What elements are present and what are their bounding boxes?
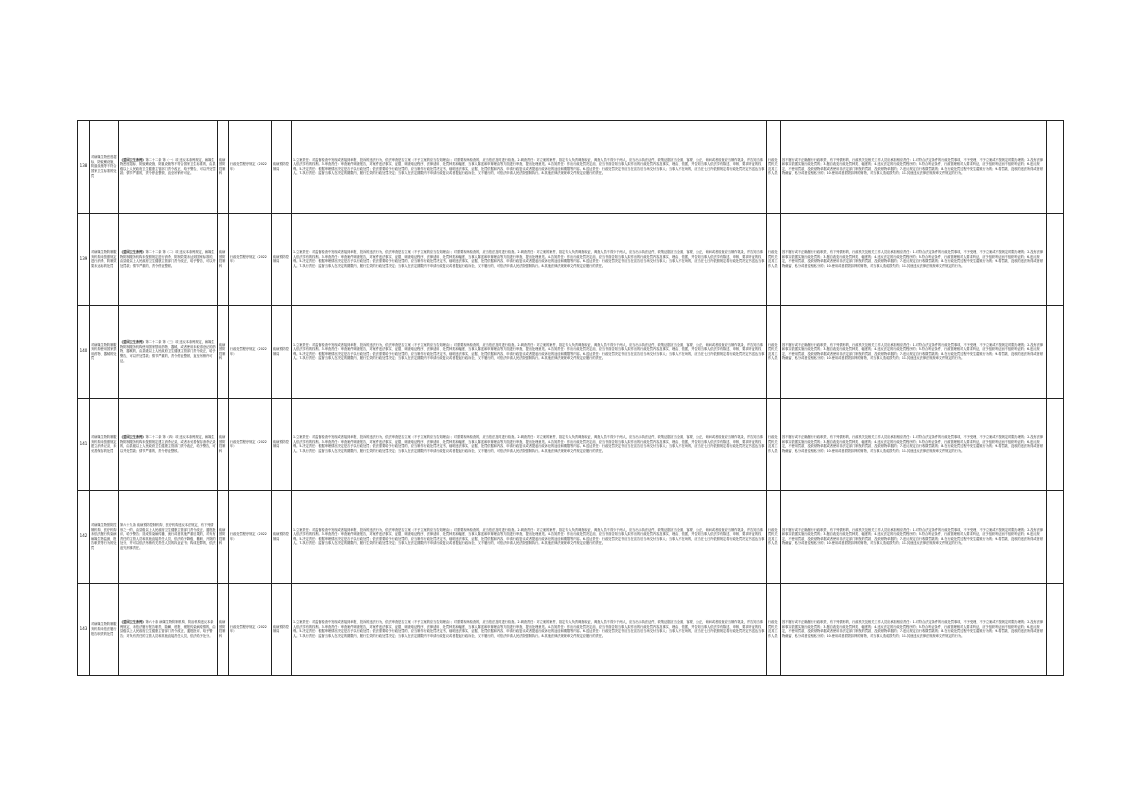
item-name: 对病媒生物密度超标、防蚊蝇设施、防鼠设施等不符合国家卫生标准的处罚 <box>90 121 119 214</box>
basis-text: 第二十二条 第（一）项 违反本条例规定，病媒生物密度超标、防蚊蝇设施、防鼠设施等不符合国家卫生标准的，由县级以上人民政府卫生健康主管部门责令改正，给予警告，可以并处罚款；情节严重的，责令停业整顿，直至吊销许可证。 <box>120 157 216 176</box>
responsibility-items: 1.立案责任：对监督检查中发现或者接到举报、投诉的违法行为，依法审查是否立案（不予立案的应当告知理由）；对需要现场检查的，应当依法及时进行检查。2.调查责任：对立案的案件，指定专人负责调查取证，调查人员不得少于两人，应当出示执法证件，收集证据应当全面、客观、公正，询问或者检查应当制作笔录，并告知当事人依法享有的权利。3.审查责任：审查案件调查报告，对案件违法事实、证据、调查取证程序、法律适用、处罚种类和幅度、当事人陈述和申辩理由等方面进行审查，提出处理意见。4.告知责任：作出行政处罚决定前，应当书面告知当事人拟作出的行政处罚内容及事实、理由、依据，并告知当事人依法享有陈述、申辩、要求听证的权利。5.决定责任：根据审理情况决定是否予以行政处罚；依法需要给予行政处罚的，应当制作行政处罚决定书，载明违法事实、证据、处罚依据和内容、申请行政复议或者提起行政诉讼的途径和期限等内容。6.送达责任：行政处罚决定书应当在宣告后当场交付当事人；当事人不在场的，应当在七日内依照规定将行政处罚决定书送达当事人。7.执行责任：监督当事人在决定的期限内，履行生效的行政处罚决定；当事人在法定期限内不申请行政复议或者提起行政诉讼，又不履行的，可依法申请人民法院强制执行。8.其他法律法规规章文件规定应履行的责任。 <box>292 583 767 676</box>
department: 疾病预防控制科 <box>218 398 229 491</box>
row-number: 142 <box>78 491 90 584</box>
document-ref: 行政处罚程序规定（2022年） <box>229 398 272 491</box>
table-row <box>78 583 1064 676</box>
basis-text: 第六十条 病媒生物防制机构、防治机构违反本条例规定，未依法履行报告职责，隐瞒、谎报、缓报传染病疫情的，由县级以上人民政府卫生健康主管部门责令改正，通报批评，给予警告；对负有责任的主管人员和其他直接责任人员，依法给予处分。 <box>120 620 216 638</box>
table-row <box>78 121 1064 214</box>
department: 疾病预防控制科 <box>218 306 229 399</box>
legal-basis <box>119 306 218 399</box>
basis-text: 第二十二条 第（四）项 违反本条例规定，病媒生物防制服务机构未按照规定建立消杀记录，或者未妥善保存消杀记录的，由县级以上人民政府卫生健康主管部门责令改正，给予警告，可以并处罚款；情节严重的，责令停业整顿。 <box>120 435 216 453</box>
remarks <box>1047 398 1064 491</box>
responsibility-items: 1.立案责任：对监督检查中发现或者接到举报、投诉的违法行为，依法审查是否立案（不予立案的应当告知理由）；对需要现场检查的，应当依法及时进行检查。2.调查责任：对立案的案件，指定专人负责调查取证，调查人员不得少于两人，应当出示执法证件，收集证据应当全面、客观、公正，询问或者检查应当制作笔录，并告知当事人依法享有的权利。3.审查责任：审查案件调查报告，对案件违法事实、证据、调查取证程序、法律适用、处罚种类和幅度、当事人陈述和申辩理由等方面进行审查，提出处理意见。4.告知责任：作出行政处罚决定前，应当书面告知当事人拟作出的行政处罚内容及事实、理由、依据，并告知当事人依法享有陈述、申辩、要求听证的权利。5.决定责任：根据审理情况决定是否予以行政处罚；依法需要给予行政处罚的，应当制作行政处罚决定书，载明违法事实、证据、处罚依据和内容、申请行政复议或者提起行政诉讼的途径和期限等内容。6.送达责任：行政处罚决定书应当在宣告后当场交付当事人；当事人不在场的，应当在七日内依照规定将行政处罚决定书送达当事人。7.执行责任：监督当事人在决定的期限内，履行生效的行政处罚决定；当事人在法定期限内不申请行政复议或者提起行政诉讼，又不履行的，可依法申请人民法院强制执行。8.其他法律法规规章文件规定应履行的责任。 <box>292 306 767 399</box>
document-ref: 行政处罚程序规定（2022年） <box>229 306 272 399</box>
legal-basis <box>119 583 218 676</box>
responsibility-items: 1.立案责任：对监督检查中发现或者接到举报、投诉的违法行为，依法审查是否立案（不予立案的应当告知理由）；对需要现场检查的，应当依法及时进行检查。2.调查责任：对立案的案件，指定专人负责调查取证，调查人员不得少于两人，应当出示执法证件，收集证据应当全面、客观、公正，询问或者检查应当制作笔录，并告知当事人依法享有的权利。3.审查责任：审查案件调查报告，对案件违法事实、证据、调查取证程序、法律适用、处罚种类和幅度、当事人陈述和申辩理由等方面进行审查，提出处理意见。4.告知责任：作出行政处罚决定前，应当书面告知当事人拟作出的行政处罚内容及事实、理由、依据，并告知当事人依法享有陈述、申辩、要求听证的权利。5.决定责任：根据审理情况决定是否予以行政处罚；依法需要给予行政处罚的，应当制作行政处罚决定书，载明违法事实、证据、处罚依据和内容、申请行政复议或者提起行政诉讼的途径和期限等内容。6.送达责任：行政处罚决定书应当在宣告后当场交付当事人；当事人不在场的，应当在七日内依照规定将行政处罚决定书送达当事人。7.执行责任：监督当事人在决定的期限内，履行生效的行政处罚决定；当事人在法定期限内不申请行政复议或者提起行政诉讼，又不履行的，可依法申请人民法院强制执行。8.其他法律法规规章文件规定应履行的责任。 <box>292 213 767 306</box>
row-number: 138 <box>78 121 90 214</box>
document-ref: 行政处罚程序规定（2022年） <box>229 583 272 676</box>
accountability-items: 因不履行或不正确履行行政职责，有下列情形的，行政机关及相关工作人员应承担相应责任：1.对符合法定条件的行政处罚事项，不予受理、不予立案或不按规定时限办理的；2.没有法律和事实依据实施行政处罚的；3.擅自改变行政处罚种类、幅度的；4.违反法定的行政处罚程序的；5.符合听证条件、行政管理相对人要求听证，应予组织听证而不组织听证的；6.违反规定，不使用罚款、没收财物单据或者使用非法定部门制发的罚款、没收财物单据的；7.违反规定自行收缴罚款的；8.在行政处罚过程中发生腐败行为的；9.将罚款、没收的违法所得或者财物截留、私分或者变相私分的；10.使用或者损毁扣押的财物，对当事人造成损失的；11.其他违反法律法规规章文件规定的行为。 <box>781 213 1047 306</box>
basis-title: 《爱国卫生条例》 <box>120 340 146 345</box>
implementing-subject: 疾病预防控制局 <box>272 583 292 676</box>
accountability-items: 因不履行或不正确履行行政职责，有下列情形的，行政机关及相关工作人员应承担相应责任：1.对符合法定条件的行政处罚事项，不予受理、不予立案或不按规定时限办理的；2.没有法律和事实依据实施行政处罚的；3.擅自改变行政处罚种类、幅度的；4.违反法定的行政处罚程序的；5.符合听证条件、行政管理相对人要求听证，应予组织听证而不组织听证的；6.违反规定，不使用罚款、没收财物单据或者使用非法定部门制发的罚款、没收财物单据的；7.违反规定自行收缴罚款的；8.在行政处罚过程中发生腐败行为的；9.将罚款、没收的违法所得或者财物截留、私分或者变相私分的；10.使用或者损毁扣押的财物，对当事人造成损失的；11.其他违反法律法规规章文件规定的行为。 <box>781 306 1047 399</box>
basis-text: 第二十二条 第（二）项 违反本条例规定，病媒生物防制服务机构未按照规定进行消杀、防制效果未达到国家标准的，由县级以上人民政府卫生健康主管部门责令改正，给予警告，可以并处罚款；情节严重的，责令停业整顿。 <box>120 250 216 268</box>
implementing-subject: 疾病预防控制局 <box>272 121 292 214</box>
basis-title: 《爱国卫生条例》 <box>120 157 146 162</box>
item-name: 对病媒生物防制服务机构未依法履行报告职责的处罚 <box>90 583 119 676</box>
item-name: 对病媒生物防制服务机构未按照规定建立消杀记录、未妥善保存的处罚 <box>90 398 119 491</box>
duty-subject: 行政处罚机关及其工作人员 <box>767 213 781 306</box>
responsibility-table <box>77 120 1064 676</box>
item-name: 对病媒生物防制服务机构未按照规定进行消杀、防制效果未达标的处罚 <box>90 213 119 306</box>
document-ref: 行政处罚程序规定（2022年） <box>229 213 272 306</box>
table-row <box>78 306 1064 399</box>
department: 疾病预防控制科 <box>218 121 229 214</box>
accountability-items: 因不履行或不正确履行行政职责，有下列情形的，行政机关及相关工作人员应承担相应责任：1.对符合法定条件的行政处罚事项，不予受理、不予立案或不按规定时限办理的；2.没有法律和事实依据实施行政处罚的；3.擅自改变行政处罚种类、幅度的；4.违反法定的行政处罚程序的；5.符合听证条件、行政管理相对人要求听证，应予组织听证而不组织听证的；6.违反规定，不使用罚款、没收财物单据或者使用非法定部门制发的罚款、没收财物单据的；7.违反规定自行收缴罚款的；8.在行政处罚过程中发生腐败行为的；9.将罚款、没收的违法所得或者财物截留、私分或者变相私分的；10.使用或者损毁扣押的财物，对当事人造成损失的；11.其他违反法律法规规章文件规定的行为。 <box>781 583 1047 676</box>
basis-title: 《爱国卫生条例》 <box>120 435 146 440</box>
document-ref: 行政处罚程序规定（2022年） <box>229 491 272 584</box>
accountability-items: 因不履行或不正确履行行政职责，有下列情形的，行政机关及相关工作人员应承担相应责任：1.对符合法定条件的行政处罚事项，不予受理、不予立案或不按规定时限办理的；2.没有法律和事实依据实施行政处罚的；3.擅自改变行政处罚种类、幅度的；4.违反法定的行政处罚程序的；5.符合听证条件、行政管理相对人要求听证，应予组织听证而不组织听证的；6.违反规定，不使用罚款、没收财物单据或者使用非法定部门制发的罚款、没收财物单据的；7.违反规定自行收缴罚款的；8.在行政处罚过程中发生腐败行为的；9.将罚款、没收的违法所得或者财物截留、私分或者变相私分的；10.使用或者损毁扣押的财物，对当事人造成损失的；11.其他违反法律法规规章文件规定的行为。 <box>781 121 1047 214</box>
duty-subject: 行政处罚机关及其工作人员 <box>767 121 781 214</box>
table-row <box>78 491 1064 584</box>
legal-basis <box>119 398 218 491</box>
item-name: 对病媒生物防制服务机构使用国家禁用药物、器械的处罚 <box>90 306 119 399</box>
department: 疾病预防控制科 <box>218 491 229 584</box>
remarks <box>1047 213 1064 306</box>
department: 疾病预防控制科 <box>218 583 229 676</box>
row-number: 139 <box>78 213 90 306</box>
remarks <box>1047 121 1064 214</box>
row-number: 141 <box>78 398 90 491</box>
basis-text: 第二十二条 第（三）项 违反本条例规定，病媒生物防制服务机构使用国家禁用药物、器械，或者使用未取得登记的药物、器械的，由县级以上人民政府卫生健康主管部门责令改正，给予警告，可以并处罚款；情节严重的，责令停业整顿，直至吊销许可证。 <box>120 340 216 363</box>
basis-title: 《爱国卫生条例》 <box>120 620 146 625</box>
basis-text: 第六十九条 疾病预防控制机构、医疗机构违反本法规定，有下列情形之一的，由县级以上人民政府卫生健康主管部门责令改正，通报批评，给予警告；造成传染病传播、流行或者其他严重后果的，对负有责任的主管人员和其他直接责任人员，依法给予降级、撤职、开除的处分，并可以依法吊销有关责任人员的执业证书；构成犯罪的，依法追究刑事责任。 <box>120 522 216 550</box>
legal-basis <box>119 121 218 214</box>
accountability-items: 因不履行或不正确履行行政职责，有下列情形的，行政机关及相关工作人员应承担相应责任：1.对符合法定条件的行政处罚事项，不予受理、不予立案或不按规定时限办理的；2.没有法律和事实依据实施行政处罚的；3.擅自改变行政处罚种类、幅度的；4.违反法定的行政处罚程序的；5.符合听证条件、行政管理相对人要求听证，应予组织听证而不组织听证的；6.违反规定，不使用罚款、没收财物单据或者使用非法定部门制发的罚款、没收财物单据的；7.违反规定自行收缴罚款的；8.在行政处罚过程中发生腐败行为的；9.将罚款、没收的违法所得或者财物截留、私分或者变相私分的；10.使用或者损毁扣押的财物，对当事人造成损失的；11.其他违反法律法规规章文件规定的行为。 <box>781 491 1047 584</box>
responsibility-items: 1.立案责任：对监督检查中发现或者接到举报、投诉的违法行为，依法审查是否立案（不予立案的应当告知理由）；对需要现场检查的，应当依法及时进行检查。2.调查责任：对立案的案件，指定专人负责调查取证，调查人员不得少于两人，应当出示执法证件，收集证据应当全面、客观、公正，询问或者检查应当制作笔录，并告知当事人依法享有的权利。3.审查责任：审查案件调查报告，对案件违法事实、证据、调查取证程序、法律适用、处罚种类和幅度、当事人陈述和申辩理由等方面进行审查，提出处理意见。4.告知责任：作出行政处罚决定前，应当书面告知当事人拟作出的行政处罚内容及事实、理由、依据，并告知当事人依法享有陈述、申辩、要求听证的权利。5.决定责任：根据审理情况决定是否予以行政处罚；依法需要给予行政处罚的，应当制作行政处罚决定书，载明违法事实、证据、处罚依据和内容、申请行政复议或者提起行政诉讼的途径和期限等内容。6.送达责任：行政处罚决定书应当在宣告后当场交付当事人；当事人不在场的，应当在七日内依照规定将行政处罚决定书送达当事人。7.执行责任：监督当事人在决定的期限内，履行生效的行政处罚决定；当事人在法定期限内不申请行政复议或者提起行政诉讼，又不履行的，可依法申请人民法院强制执行。8.其他法律法规规章文件规定应履行的责任。 <box>292 121 767 214</box>
item-name: 对病媒生物预防控制机构、医疗机构未依法履行传染病病媒生物监测、报告职责等行为的处罚 <box>90 491 119 584</box>
row-number: 143 <box>78 583 90 676</box>
document-ref: 行政处罚程序规定（2022年） <box>229 121 272 214</box>
table-row <box>78 213 1064 306</box>
remarks <box>1047 583 1064 676</box>
accountability-items: 因不履行或不正确履行行政职责，有下列情形的，行政机关及相关工作人员应承担相应责任：1.对符合法定条件的行政处罚事项，不予受理、不予立案或不按规定时限办理的；2.没有法律和事实依据实施行政处罚的；3.擅自改变行政处罚种类、幅度的；4.违反法定的行政处罚程序的；5.符合听证条件、行政管理相对人要求听证，应予组织听证而不组织听证的；6.违反规定，不使用罚款、没收财物单据或者使用非法定部门制发的罚款、没收财物单据的；7.违反规定自行收缴罚款的；8.在行政处罚过程中发生腐败行为的；9.将罚款、没收的违法所得或者财物截留、私分或者变相私分的；10.使用或者损毁扣押的财物，对当事人造成损失的；11.其他违反法律法规规章文件规定的行为。 <box>781 398 1047 491</box>
legal-basis <box>119 213 218 306</box>
responsibility-items: 1.立案责任：对监督检查中发现或者接到举报、投诉的违法行为，依法审查是否立案（不予立案的应当告知理由）；对需要现场检查的，应当依法及时进行检查。2.调查责任：对立案的案件，指定专人负责调查取证，调查人员不得少于两人，应当出示执法证件，收集证据应当全面、客观、公正，询问或者检查应当制作笔录，并告知当事人依法享有的权利。3.审查责任：审查案件调查报告，对案件违法事实、证据、调查取证程序、法律适用、处罚种类和幅度、当事人陈述和申辩理由等方面进行审查，提出处理意见。4.告知责任：作出行政处罚决定前，应当书面告知当事人拟作出的行政处罚内容及事实、理由、依据，并告知当事人依法享有陈述、申辩、要求听证的权利。5.决定责任：根据审理情况决定是否予以行政处罚；依法需要给予行政处罚的，应当制作行政处罚决定书，载明违法事实、证据、处罚依据和内容、申请行政复议或者提起行政诉讼的途径和期限等内容。6.送达责任：行政处罚决定书应当在宣告后当场交付当事人；当事人不在场的，应当在七日内依照规定将行政处罚决定书送达当事人。7.执行责任：监督当事人在决定的期限内，履行生效的行政处罚决定；当事人在法定期限内不申请行政复议或者提起行政诉讼，又不履行的，可依法申请人民法院强制执行。8.其他法律法规规章文件规定应履行的责任。 <box>292 398 767 491</box>
department: 疾病预防控制科 <box>218 213 229 306</box>
implementing-subject: 疾病预防控制局 <box>272 398 292 491</box>
remarks <box>1047 306 1064 399</box>
table-row <box>78 398 1064 491</box>
basis-title: 《爱国卫生条例》 <box>120 250 146 255</box>
implementing-subject: 疾病预防控制局 <box>272 491 292 584</box>
duty-subject: 行政处罚机关及其工作人员 <box>767 398 781 491</box>
duty-subject: 行政处罚机关及其工作人员 <box>767 306 781 399</box>
responsibility-items: 1.立案责任：对监督检查中发现或者接到举报、投诉的违法行为，依法审查是否立案（不予立案的应当告知理由）；对需要现场检查的，应当依法及时进行检查。2.调查责任：对立案的案件，指定专人负责调查取证，调查人员不得少于两人，应当出示执法证件，收集证据应当全面、客观、公正，询问或者检查应当制作笔录，并告知当事人依法享有的权利。3.审查责任：审查案件调查报告，对案件违法事实、证据、调查取证程序、法律适用、处罚种类和幅度、当事人陈述和申辩理由等方面进行审查，提出处理意见。4.告知责任：作出行政处罚决定前，应当书面告知当事人拟作出的行政处罚内容及事实、理由、依据，并告知当事人依法享有陈述、申辩、要求听证的权利。5.决定责任：根据审理情况决定是否予以行政处罚；依法需要给予行政处罚的，应当制作行政处罚决定书，载明违法事实、证据、处罚依据和内容、申请行政复议或者提起行政诉讼的途径和期限等内容。6.送达责任：行政处罚决定书应当在宣告后当场交付当事人；当事人不在场的，应当在七日内依照规定将行政处罚决定书送达当事人。7.执行责任：监督当事人在决定的期限内，履行生效的行政处罚决定；当事人在法定期限内不申请行政复议或者提起行政诉讼，又不履行的，可依法申请人民法院强制执行。8.其他法律法规规章文件规定应履行的责任。 <box>292 491 767 584</box>
duty-subject: 行政处罚机关及其工作人员 <box>767 583 781 676</box>
duty-subject: 行政处罚机关及其工作人员 <box>767 491 781 584</box>
remarks <box>1047 491 1064 584</box>
row-number: 140 <box>78 306 90 399</box>
implementing-subject: 疾病预防控制局 <box>272 213 292 306</box>
implementing-subject: 疾病预防控制局 <box>272 306 292 399</box>
legal-basis <box>119 491 218 584</box>
